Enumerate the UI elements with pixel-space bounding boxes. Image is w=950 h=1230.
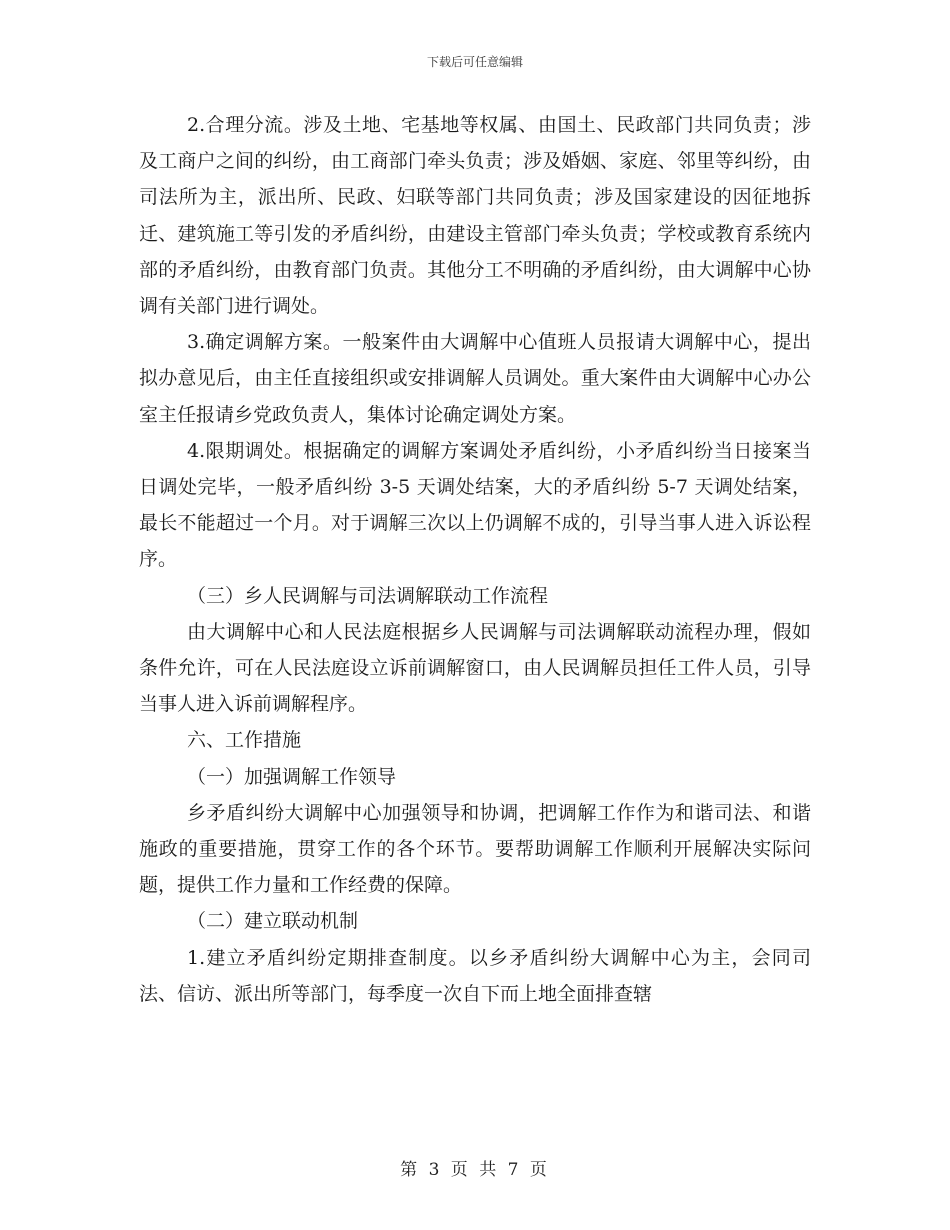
subheading-linkage-mechanism: （二）建立联动机制 [187,910,359,933]
section-heading-measures: 六、工作措施 [187,729,302,752]
paragraph-linkage-process: 由大调解中心和人民法庭根据乡人民调解与司法调解联动流程办理，假如条件允许，可在人民法庭设立诉前调解窗口，由人民调解员担任工件人员，引导当事人进入诉前调解程序。 [139,620,811,716]
page-header: 下载后可任意编辑 [426,55,523,69]
subheading-leadership: （一）加强调解工作领导 [187,765,397,788]
page-footer: 第 3 页 共 7 页 [400,1160,550,1180]
paragraph-time-limit: 4.限期调处。根据确定的调解方案调处矛盾纠纷，小矛盾纠纷当日接案当日调处完毕，一般矛盾纠纷 3-5 天调处结案，大的矛盾纠纷 5-7 天调处结案，最长不能超过一个月。对于调解三次以上仍调解不成的，引导当事人进入诉讼程序。 [139,439,811,571]
paragraph-leadership: 乡矛盾纠纷大调解中心加强领导和协调，把调解工作作为和谐司法、和谐施政的重要措施，贯穿工作的各个环节。要帮助调解工作顺利开展解决实际问题，提供工作力量和工作经费的保障。 [139,801,811,897]
paragraph-mediation-plan: 3.确定调解方案。一般案件由大调解中心值班人员报请大调解中心，提出拟办意见后，由主任直接组织或安排调解人员调处。重大案件由大调解中心办公室主任报请乡党政负责人，集体讨论确定调处方案。 [139,331,811,426]
paragraph-periodic-screening: 1.建立矛盾纠纷定期排查制度。以乡矛盾纠纷大调解中心为主，会同司法、信访、派出所等部门，每季度一次自下而上地全面排查辖 [139,946,811,1005]
subheading-linkage-process: （三）乡人民调解与司法调解联动工作流程 [187,584,549,607]
document-body [139,107,811,1012]
paragraph-reasonable-diversion: 2.合理分流。涉及土地、宅基地等权属、由国土、民政部门共同负责；涉及工商户之间的纠纷，由工商部门牵头负责；涉及婚姻、家庭、邻里等纠纷，由司法所为主，派出所、民政、妇联等部门共同负责；涉及国家建设的因征地拆迁、建筑施工等引发的矛盾纠纷，由建设主管部门牵头负责；学校或教育系统内部的矛盾纠纷，由教育部门负责。其他分工不明确的矛盾纠纷，由大调解中心协调有关部门进行调处。 [139,114,811,318]
